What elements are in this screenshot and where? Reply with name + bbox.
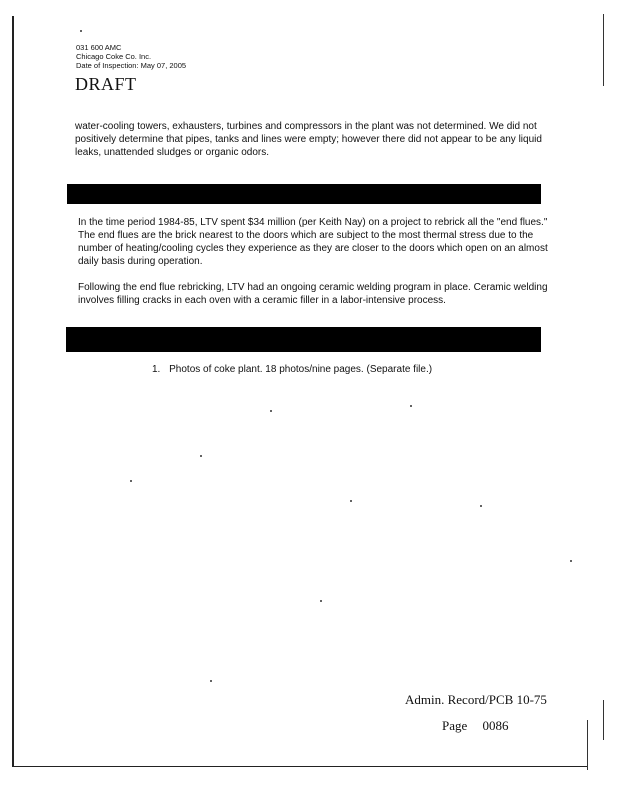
document-header — [76, 43, 186, 70]
scan-speck — [410, 405, 412, 407]
scan-edge-bottom — [12, 766, 587, 767]
attachment-text: Photos of coke plant. 18 photos/nine pages. (Separate file.) — [169, 364, 433, 375]
page-number: 0086 — [482, 718, 509, 733]
scan-speck — [480, 505, 482, 507]
scan-edge-right — [587, 720, 588, 770]
header-inspection-date: Date of Inspection: May 07, 2005 — [76, 61, 187, 70]
redaction-bar — [67, 184, 541, 204]
header-company: Chicago Coke Co. Inc. — [76, 52, 152, 61]
scan-speck — [80, 30, 82, 32]
scan-edge-left — [12, 16, 14, 766]
redaction-bar — [66, 327, 541, 352]
scan-speck — [350, 500, 352, 502]
page-number-stamp — [442, 718, 509, 734]
scan-edge-right — [603, 14, 604, 86]
admin-record-stamp: Admin. Record/PCB 10-75 — [405, 692, 547, 707]
paragraph-equipment: water-cooling towers, exhausters, turbines and compressors in the plant was not determined. We did not positively determine that pipes, tanks and lines were empty; however there did not appear to be any liquid leaks, unattended sludges or organic odors. — [75, 121, 542, 158]
page-label: Page — [442, 718, 468, 733]
header-id: 031 600 AMC — [76, 43, 122, 52]
scan-speck — [130, 480, 132, 482]
scan-speck — [570, 560, 572, 562]
attachment-item — [152, 364, 432, 375]
draft-stamp: DRAFT — [75, 74, 137, 94]
scan-edge-right — [603, 700, 604, 740]
scan-speck — [320, 600, 322, 602]
scan-speck — [210, 680, 212, 682]
scan-speck — [270, 410, 272, 412]
paragraph-ceramic-welding: Following the end flue rebricking, LTV had an ongoing ceramic welding program in place. Ceramic welding involves filling cracks in each oven with a ceramic filler in a labor-intensive process. — [78, 282, 548, 306]
scan-speck — [200, 455, 202, 457]
paragraph-rebricking: In the time period 1984-85, LTV spent $34 million (per Keith Nay) on a project to rebrick all the "end flues." The end flues are the brick nearest to the doors which are subject to the most thermal stress due to the number of heating/cooling cycles they experience as they are closer to the doors which open on an almost daily basis during operation. — [78, 217, 548, 267]
attachment-number: 1. — [152, 364, 161, 375]
